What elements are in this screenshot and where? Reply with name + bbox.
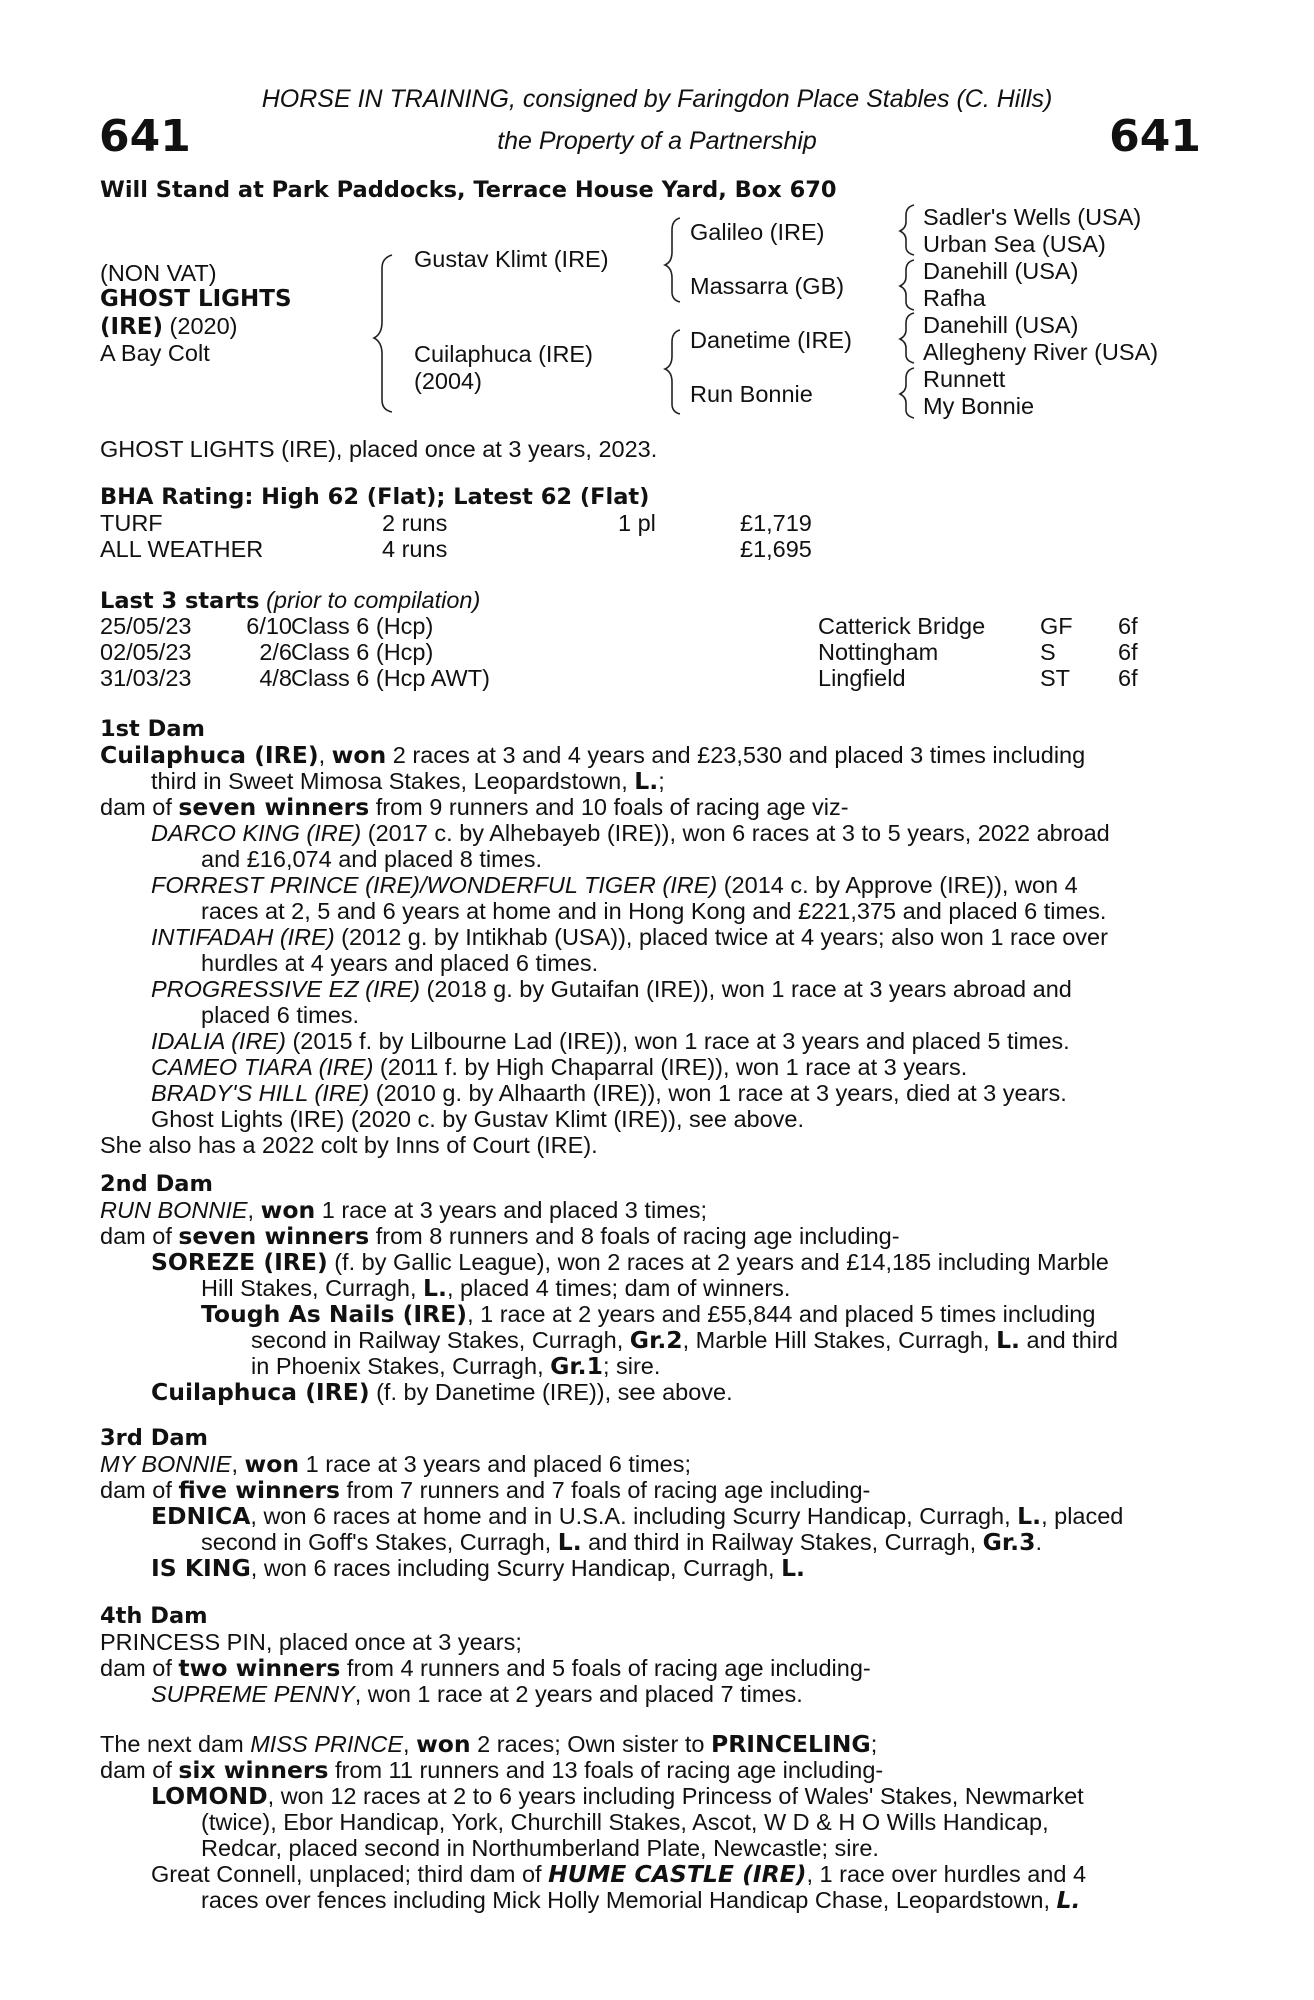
horse-year: (2020) <box>163 313 238 339</box>
produce-record: , 1 race at 2 years and £55,844 and placed 5 times including <box>467 1301 1096 1327</box>
runners-foals: from 9 runners and 10 foals of racing age viz- <box>369 794 849 820</box>
punct: , <box>403 1731 417 1757</box>
produce-progressive-ez <box>151 976 1204 1002</box>
second-dam-record: 1 race at 3 years and placed 3 times; <box>315 1197 708 1223</box>
start-pos: 2/6 <box>259 639 292 665</box>
ped-ddd: My Bonnie <box>923 393 1035 419</box>
listed-mark: L. <box>781 1554 805 1582</box>
runners-foals: from 11 runners and 13 foals of racing age including- <box>328 1757 884 1783</box>
produce-record-cont: races over fences including Mick Holly Memorial Handicap Chase, Leopardstown, <box>201 1887 1057 1913</box>
won-label: won <box>331 741 387 769</box>
produce-record: Great Connell, unplaced; third dam of <box>151 1861 549 1887</box>
produce-ednica-cont <box>201 1529 1204 1555</box>
produce-record-cont: second in Railway Stakes, Curragh, <box>251 1327 630 1353</box>
ped-ssd: Urban Sea (USA) <box>923 231 1106 257</box>
stand-line: Will Stand at Park Paddocks, Terrace House Yard, Box 670 <box>100 177 837 203</box>
third-dam-heading: 3rd Dam <box>100 1425 208 1451</box>
dam-of-label: dam of <box>100 1757 179 1783</box>
rating-surface: ALL WEATHER <box>100 536 264 562</box>
produce-name: LOMOND <box>151 1782 268 1810</box>
winners-count: six winners <box>178 1756 329 1784</box>
lot-number-right: 641 <box>1109 111 1201 162</box>
produce-name: Cuilaphuca (IRE) <box>151 1378 370 1406</box>
third-dam-section <box>100 1425 1204 1581</box>
produce-record: , won 12 races at 2 to 6 years including Princess of Wales' Stakes, Newmarket <box>267 1783 1084 1809</box>
first-dam-record: 2 races at 3 and 4 years and £23,530 and placed 3 times including <box>386 742 1086 768</box>
produce-record-end: ; sire. <box>602 1353 661 1379</box>
produce-forrest-prince <box>151 872 1204 898</box>
ped-sds: Danehill (USA) <box>923 258 1079 284</box>
next-dam-line1 <box>100 1731 1204 1757</box>
start-class: Class 6 (Hcp) <box>291 639 434 665</box>
produce-bradys-hill <box>151 1080 1204 1106</box>
start-course: Catterick Bridge <box>818 613 986 639</box>
brace-dd <box>900 368 914 418</box>
second-dam-produce-intro <box>100 1223 1204 1249</box>
produce-record: (2012 g. by Intikhab (USA)), placed twice at 4 years; also won 1 race over <box>334 924 1108 950</box>
group-mark: Gr.2 <box>629 1326 683 1354</box>
brace-ss <box>900 205 914 255</box>
lot-number-left: 641 <box>99 111 191 162</box>
second-dam-line1: RUN BONNIE, won 1 race at 3 years and placed 3 times; <box>100 1196 708 1224</box>
start-date: 02/05/23 <box>100 639 192 665</box>
first-dam-also: She also has a 2022 colt by Inns of Court (IRE). <box>100 1132 598 1158</box>
winners-count: five winners <box>178 1476 340 1504</box>
first-dam-section <box>100 716 1204 1158</box>
produce-record-cont: , Marble Hill Stakes, Curragh, <box>682 1327 997 1353</box>
rating-surface: TURF <box>100 510 163 536</box>
dam-of-label: dam of <box>100 1655 179 1681</box>
horse-name: GHOST LIGHTS <box>100 286 292 312</box>
third-dam-produce-intro <box>100 1477 1204 1503</box>
produce-forrest-prince-cont: races at 2, 5 and 6 years at home and in Hong Kong and £221,375 and placed 6 times. <box>201 898 1107 924</box>
produce-name: Tough As Nails (IRE) <box>201 1300 468 1328</box>
produce-progressive-ez-cont: placed 6 times. <box>201 1002 360 1028</box>
start-pos: 4/8 <box>259 665 292 691</box>
brace-dam <box>665 330 680 414</box>
listed-mark: L. <box>1056 1886 1081 1914</box>
punct: ; <box>658 768 665 794</box>
won-label: won <box>244 1450 300 1478</box>
produce-name: HUME CASTLE (IRE) <box>548 1860 807 1888</box>
produce-record-cont: second in Goff's Stakes, Curragh, <box>201 1529 558 1555</box>
rating-runs: 2 runs <box>382 510 448 536</box>
ped-dam: Cuilaphuca (IRE) <box>414 341 593 367</box>
listed-mark: L. <box>996 1326 1020 1354</box>
produce-record: (2011 f. by High Chaparral (IRE)), won 1 race at 3 years. <box>373 1054 968 1080</box>
start-class: Class 6 (Hcp AWT) <box>291 665 490 691</box>
produce-tough-as-nails-cont <box>251 1327 1204 1353</box>
fourth-dam-heading: 4th Dam <box>100 1603 208 1629</box>
produce-darco-king-cont: and £16,074 and placed 8 times. <box>201 846 543 872</box>
winners-count: two winners <box>178 1654 341 1682</box>
sister-name: PRINCELING <box>710 1730 871 1758</box>
dam-of-label: dam of <box>100 794 179 820</box>
rating-prize: £1,719 <box>740 510 812 536</box>
produce-record: (2018 g. by Gutaifan (IRE)), won 1 race at 3 years abroad and <box>420 976 1072 1002</box>
brace-sd <box>900 260 914 310</box>
brace-sire <box>665 218 680 302</box>
first-dam-line1: Cuilaphuca (IRE), won 2 races at 3 and 4 years and £23,530 and placed 3 times including <box>100 741 1086 769</box>
produce-darco-king <box>151 820 1204 846</box>
ped-dss: Danehill (USA) <box>923 312 1079 338</box>
start-distance: 6f <box>1118 665 1138 691</box>
punct: . <box>1035 1529 1042 1555</box>
rating-placed: 1 pl <box>618 510 656 536</box>
produce-tough-as-nails <box>201 1301 1204 1327</box>
group-mark: Gr.3 <box>982 1528 1036 1556</box>
produce-name: CAMEO TIARA (IRE) <box>151 1054 374 1080</box>
produce-record-end: , placed 4 times; dam of winners. <box>446 1275 791 1301</box>
group-mark: Gr.1 <box>550 1352 603 1380</box>
second-dam-heading: 2nd Dam <box>100 1171 213 1197</box>
produce-name: BRADY'S HILL (IRE) <box>151 1080 370 1106</box>
next-dam-record: 2 races; Own sister to <box>470 1731 711 1757</box>
produce-cameo-tiara <box>151 1054 1204 1080</box>
start-going: S <box>1040 639 1056 665</box>
winners-count: seven winners <box>178 793 370 821</box>
produce-name: PROGRESSIVE EZ (IRE) <box>151 976 420 1002</box>
fourth-dam-line1: PRINCESS PIN, placed once at 3 years; <box>100 1629 522 1655</box>
first-dam-line2 <box>151 768 1204 794</box>
start-date: 25/05/23 <box>100 613 192 639</box>
second-dam-section <box>100 1171 1204 1405</box>
produce-record: (f. by Gallic League), won 2 races at 2 years and £14,185 including Marble <box>327 1249 1109 1275</box>
start-course: Nottingham <box>818 639 939 665</box>
won-label: won <box>260 1196 316 1224</box>
horse-description: A Bay Colt <box>100 340 210 366</box>
next-dam-section <box>100 1731 1204 1913</box>
listed-mark: L. <box>423 1274 447 1302</box>
produce-record: (2010 g. by Alhaarth (IRE)), won 1 race at 3 years, died at 3 years. <box>369 1080 1067 1106</box>
produce-soreze-cont <box>201 1275 1204 1301</box>
first-dam-heading: 1st Dam <box>100 716 205 742</box>
start-distance: 6f <box>1118 613 1138 639</box>
start-pos: 6/10 <box>246 613 292 639</box>
produce-record-cont: , placed <box>1041 1503 1124 1529</box>
produce-cuilaphuca <box>151 1379 1204 1405</box>
fourth-dam-section <box>100 1603 1204 1707</box>
produce-record: , won 6 races at home and in U.S.A. including Scurry Handicap, Curragh, <box>250 1503 1018 1529</box>
start-date: 31/03/23 <box>100 665 192 691</box>
produce-name: INTIFADAH (IRE) <box>151 924 335 950</box>
runners-foals: from 7 runners and 7 foals of racing age including- <box>339 1477 871 1503</box>
ped-sire: Gustav Klimt (IRE) <box>414 246 609 272</box>
first-dam-name: Cuilaphuca (IRE) <box>100 741 319 769</box>
start-distance: 6f <box>1118 639 1138 665</box>
listed-mark: L. <box>1017 1502 1042 1530</box>
produce-great-connell <box>151 1861 1204 1887</box>
property-line: the Property of a Partnership <box>497 127 817 155</box>
produce-name: IS KING <box>151 1554 251 1582</box>
starts-note: (prior to compilation) <box>266 587 481 613</box>
starts-heading: Last 3 starts <box>100 588 260 614</box>
rating-runs: 4 runs <box>382 536 448 562</box>
ped-dds: Runnett <box>923 366 1006 392</box>
brace-ds <box>900 313 914 363</box>
winners-count: seven winners <box>178 1222 370 1250</box>
produce-record-cont: and third in Railway Stakes, Curragh, <box>581 1529 983 1555</box>
won-label: won <box>416 1730 471 1758</box>
produce-record: , won 6 races including Scurry Handicap, Curragh, <box>250 1555 782 1581</box>
produce-intifadah-cont: hurdles at 4 years and placed 6 times. <box>201 950 599 976</box>
produce-record: (2015 f. by Lilbourne Lad (IRE)), won 1 race at 3 years and placed 5 times. <box>285 1028 1070 1054</box>
horse-suffix: (IRE) <box>100 314 164 340</box>
starts-heading-line <box>100 587 480 614</box>
rating-heading: BHA Rating: High 62 (Flat); Latest 62 (Flat) <box>100 484 650 510</box>
dam-of-label: dam of <box>100 1477 179 1503</box>
produce-great-connell-cont <box>201 1887 1204 1913</box>
ped-dam-year: (2004) <box>414 368 482 394</box>
start-going: ST <box>1040 665 1071 691</box>
produce-record: (2014 c. by Approve (IRE)), won 4 <box>717 872 1078 898</box>
third-dam-line1: MY BONNIE, won 1 race at 3 years and placed 6 times; <box>100 1450 691 1478</box>
produce-name: SUPREME PENNY <box>151 1681 355 1707</box>
dam-of-label: dam of <box>100 1223 179 1249</box>
produce-supreme-penny <box>151 1681 1204 1707</box>
start-going: GF <box>1040 613 1073 639</box>
produce-idalia <box>151 1028 1204 1054</box>
second-dam-name: RUN BONNIE <box>100 1197 248 1223</box>
produce-record: (2017 c. by Alhebayeb (IRE)), won 6 races at 3 to 5 years, 2022 abroad <box>361 820 1110 846</box>
first-dam-record-cont: third in Sweet Mimosa Stakes, Leopardstown, <box>151 768 635 794</box>
fourth-dam-produce-intro <box>100 1655 1204 1681</box>
produce-ednica <box>151 1503 1204 1529</box>
rating-prize: £1,695 <box>740 536 812 562</box>
produce-tough-as-nails-cont2 <box>251 1353 1204 1379</box>
produce-name: EDNICA <box>151 1502 251 1530</box>
consignor-line: HORSE IN TRAINING, consigned by Faringdon Place Stables (C. Hills) <box>261 85 1053 113</box>
produce-name: FORREST PRINCE (IRE)/WONDERFUL TIGER (IRE) <box>151 872 718 898</box>
produce-record-cont: , 1 race over hurdles and 4 <box>806 1861 1087 1887</box>
first-dam-produce-intro <box>100 794 1204 820</box>
produce-name: SOREZE (IRE) <box>151 1248 328 1276</box>
ped-sdd: Rafha <box>923 285 986 311</box>
ped-sd: Massarra (GB) <box>690 273 845 299</box>
produce-record-cont: Hill Stakes, Curragh, <box>201 1275 424 1301</box>
runners-foals: from 8 runners and 8 foals of racing age including- <box>369 1223 900 1249</box>
third-dam-record: 1 race at 3 years and placed 6 times; <box>299 1451 691 1477</box>
next-dam-produce-intro <box>100 1757 1204 1783</box>
produce-record-cont: and third <box>1019 1327 1118 1353</box>
start-course: Lingfield <box>818 665 906 691</box>
ped-ds: Danetime (IRE) <box>690 327 852 353</box>
produce-intifadah <box>151 924 1204 950</box>
produce-is-king <box>151 1555 1204 1581</box>
punct: ; <box>870 1731 878 1757</box>
produce-record: , won 1 race at 2 years and placed 7 times. <box>354 1681 803 1707</box>
next-dam-name: MISS PRINCE <box>250 1731 403 1757</box>
listed-mark: L. <box>634 767 659 795</box>
produce-soreze <box>151 1249 1204 1275</box>
race-summary: GHOST LIGHTS (IRE), placed once at 3 years, 2023. <box>100 436 658 462</box>
next-dam-label: The next dam <box>100 1731 251 1757</box>
produce-name: IDALIA (IRE) <box>151 1028 286 1054</box>
produce-lomond-cont2: Redcar, placed second in Northumberland Plate, Newcastle; sire. <box>201 1835 879 1861</box>
ped-dd: Run Bonnie <box>690 381 813 407</box>
third-dam-name: MY BONNIE <box>100 1451 232 1477</box>
start-class: Class 6 (Hcp) <box>291 613 434 639</box>
listed-mark: L. <box>557 1528 582 1556</box>
produce-lomond-cont: (twice), Ebor Handicap, York, Churchill Stakes, Ascot, W D & H O Wills Handicap, <box>201 1809 1049 1835</box>
vat-status: (NON VAT) <box>100 260 217 286</box>
produce-record: (f. by Danetime (IRE)), see above. <box>369 1379 733 1405</box>
ped-ss: Galileo (IRE) <box>690 219 825 245</box>
runners-foals: from 4 runners and 5 foals of racing age including- <box>340 1655 871 1681</box>
produce-lomond <box>151 1783 1204 1809</box>
produce-name: DARCO KING (IRE) <box>151 820 362 846</box>
ped-sss: Sadler's Wells (USA) <box>923 204 1142 230</box>
produce-record-cont: in Phoenix Stakes, Curragh, <box>251 1353 551 1379</box>
ped-dsd: Allegheny River (USA) <box>923 339 1159 365</box>
brace-gen1 <box>374 255 392 412</box>
produce-ghost-lights: Ghost Lights (IRE) (2020 c. by Gustav Klimt (IRE)), see above. <box>151 1106 805 1132</box>
